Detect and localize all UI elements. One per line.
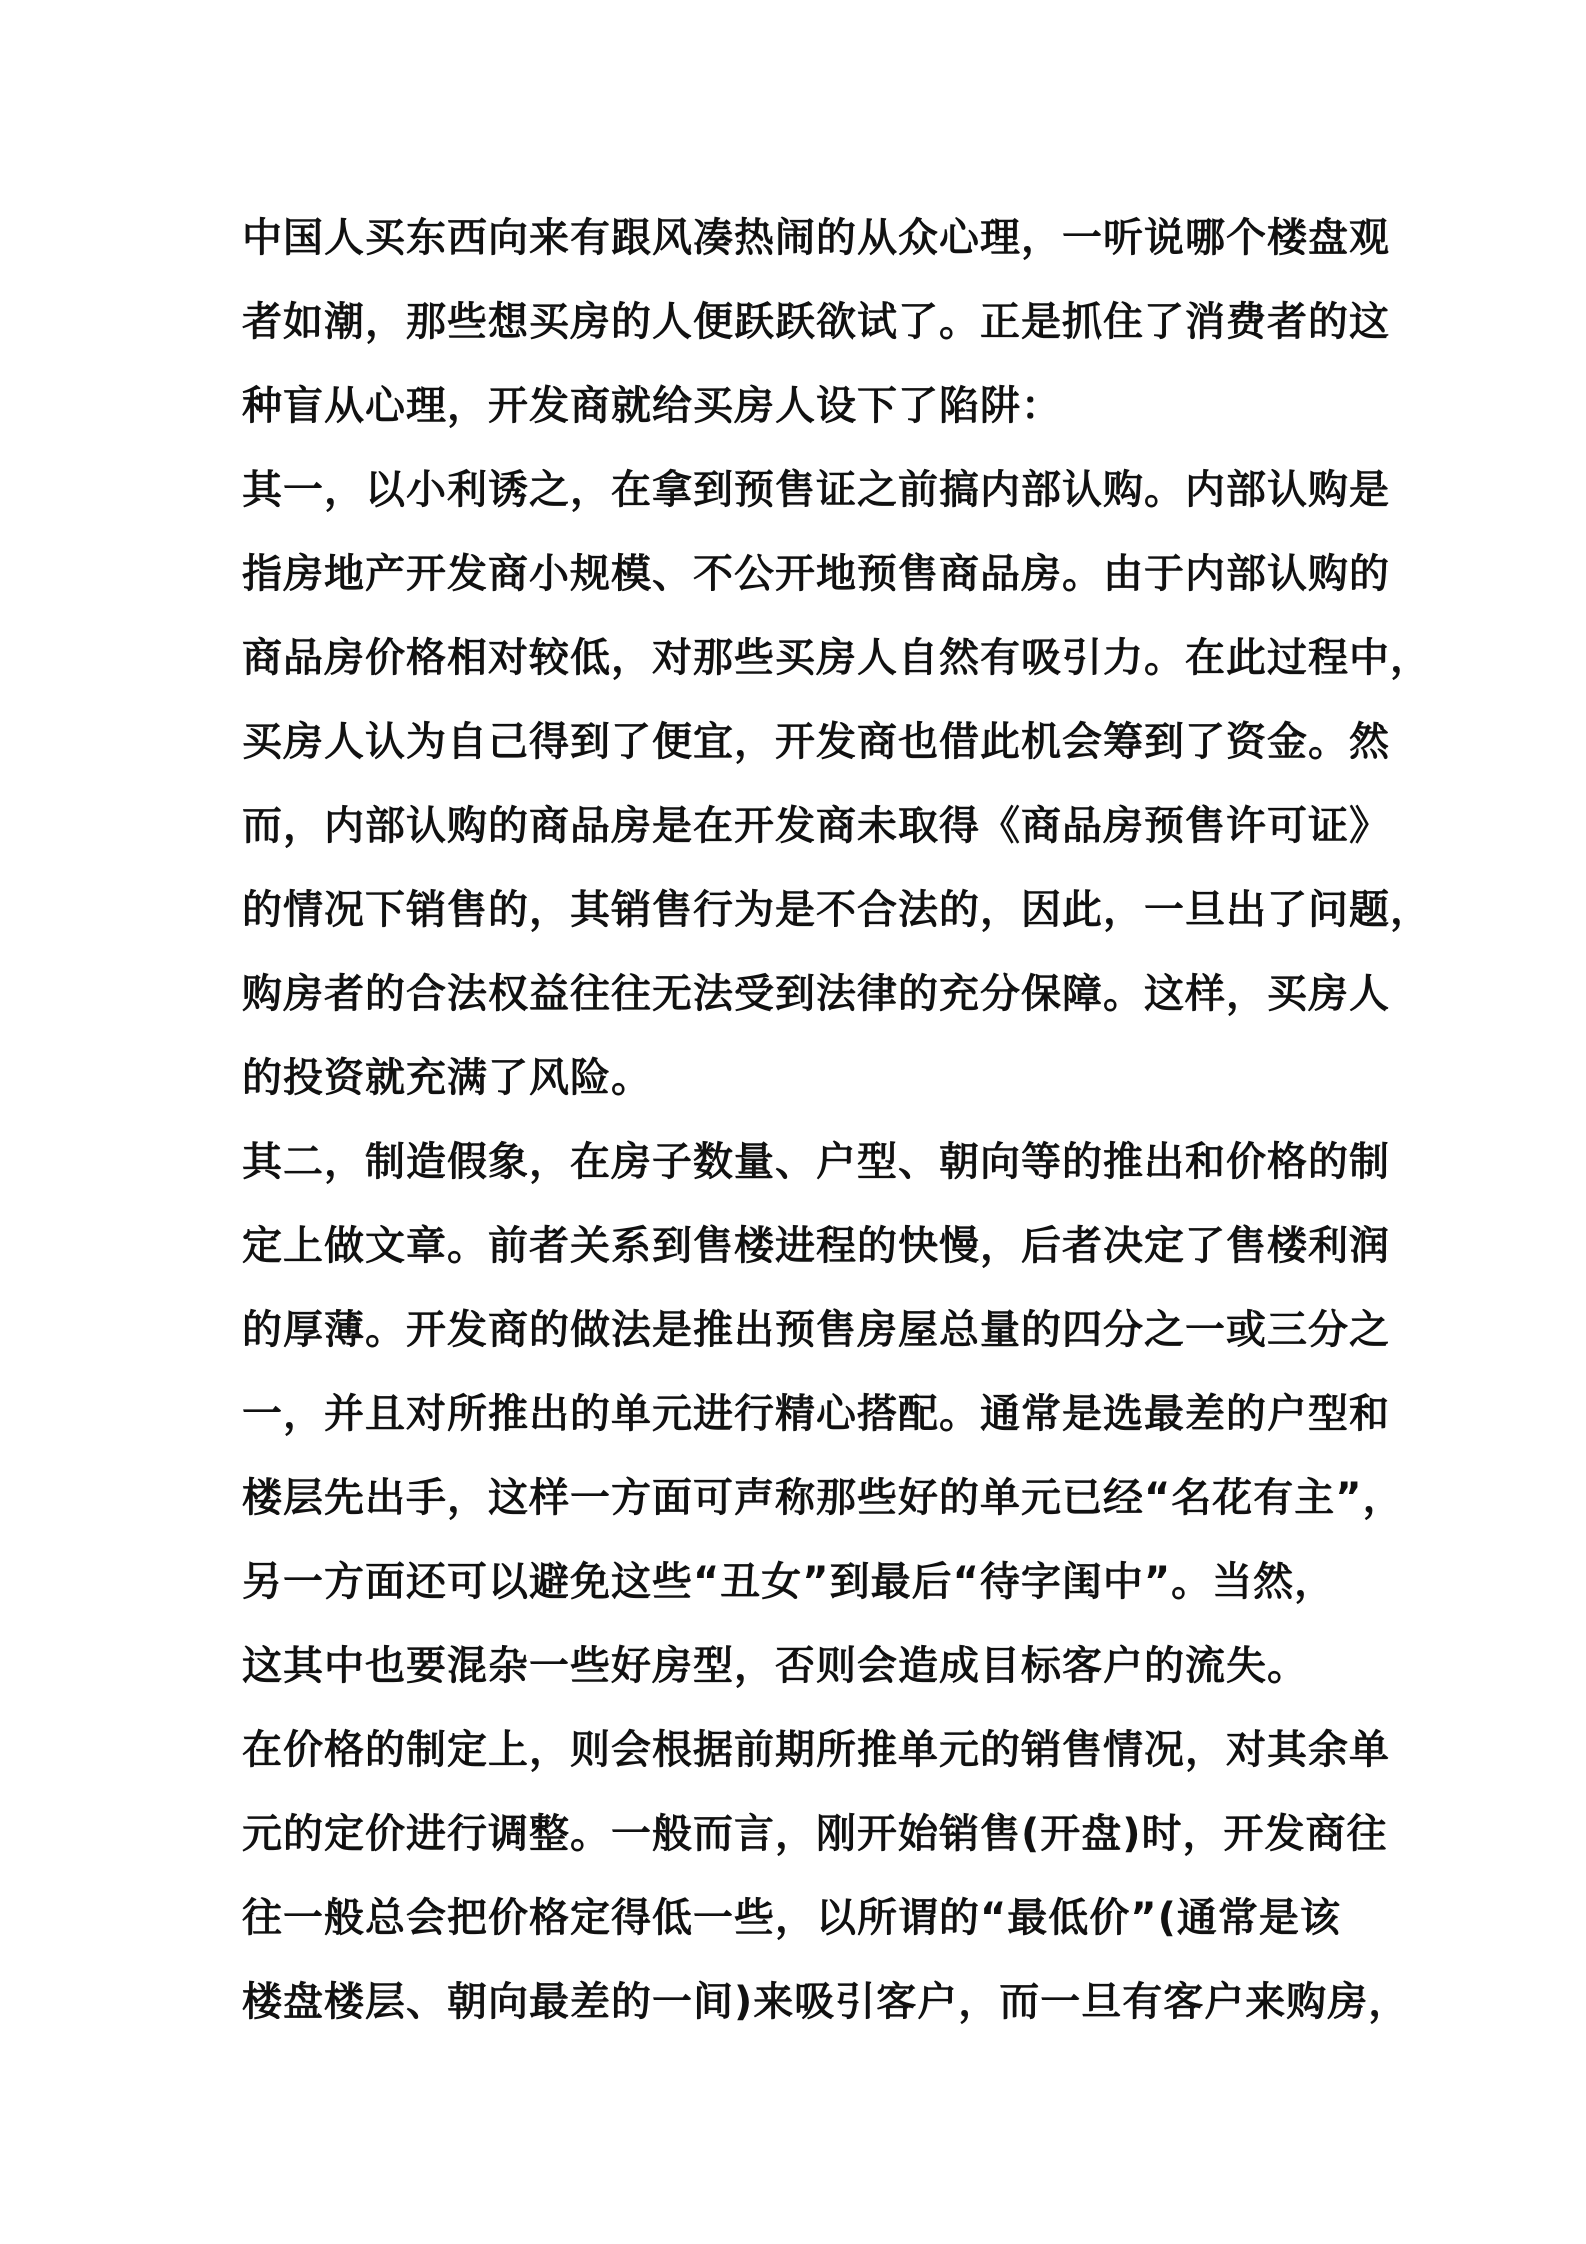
text-line: 另一方面还可以避免这些“丑女”到最后“待字闺中”。当然， [242, 1559, 1336, 1605]
text-line: 元的定价进行调整。一般而言，刚开始销售(开盘)时，开发商往 [242, 1811, 1388, 1857]
text-line: 其二，制造假象，在房子数量、户型、朝向等的推出和价格的制 [242, 1139, 1390, 1185]
text-line: 楼层先出手，这样一方面可声称那些好的单元已经“名花有主”， [242, 1475, 1404, 1521]
text-line: 一，并且对所推出的单元进行精心搭配。通常是选最差的户型和 [242, 1391, 1390, 1437]
text-line: 中国人买东西向来有跟风凑热闹的从众心理，一听说哪个楼盘观 [242, 215, 1390, 261]
text-line: 商品房价格相对较低，对那些买房人自然有吸引力。在此过程中， [242, 635, 1431, 681]
text-line: 的情况下销售的，其销售行为是不合法的，因此，一旦出了问题， [242, 887, 1431, 933]
text-line: 往一般总会把价格定得低一些，以所谓的“最低价”(通常是该 [242, 1895, 1341, 1941]
body-text [242, 196, 1431, 2044]
text-line: 其一，以小利诱之，在拿到预售证之前搞内部认购。内部认购是 [242, 467, 1390, 513]
text-line: 种盲从心理，开发商就给买房人设下了陷阱： [242, 383, 1062, 429]
text-line: 的投资就充满了风险。 [242, 1055, 652, 1101]
text-line: 买房人认为自己得到了便宜，开发商也借此机会筹到了资金。然 [242, 719, 1390, 765]
text-line: 指房地产开发商小规模、不公开地预售商品房。由于内部认购的 [242, 551, 1390, 597]
text-line: 在价格的制定上，则会根据前期所推单元的销售情况，对其余单 [242, 1727, 1390, 1773]
text-line: 这其中也要混杂一些好房型，否则会造成目标客户的流失。 [242, 1643, 1308, 1689]
text-line: 而，内部认购的商品房是在开发商未取得《商品房预售许可证》 [242, 803, 1390, 849]
text-line: 购房者的合法权益往往无法受到法律的充分保障。这样，买房人 [242, 971, 1390, 1017]
text-line: 的厚薄。开发商的做法是推出预售房屋总量的四分之一或三分之 [242, 1307, 1390, 1353]
text-line: 者如潮，那些想买房的人便跃跃欲试了。正是抓住了消费者的这 [242, 299, 1390, 345]
text-line: 定上做文章。前者关系到售楼进程的快慢，后者决定了售楼利润 [242, 1223, 1390, 1269]
text-line: 楼盘楼层、朝向最差的一间)来吸引客户，而一旦有客户来购房， [242, 1979, 1410, 2025]
